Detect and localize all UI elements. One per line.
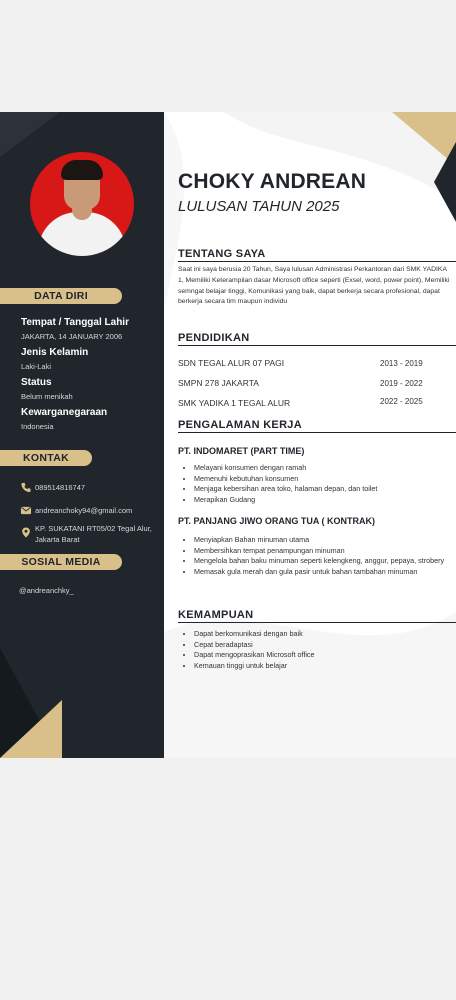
status-value: Belum menikah	[21, 392, 73, 401]
education-years: 2019 - 2022	[380, 379, 423, 388]
section-tentang-saya: TENTANG SAYA	[178, 248, 456, 262]
phone-text[interactable]: 089514816747	[35, 483, 86, 492]
list-item: • Dapat berkomunikasi dengan baik	[194, 629, 448, 640]
list-item: • Memasak gula merah dan gula pasir untuk bahan tambahan minuman	[194, 567, 448, 578]
phone-icon	[20, 482, 32, 493]
job-title: PT. INDOMARET (PART TIME)	[178, 446, 305, 456]
full-name: CHOKY ANDREAN	[178, 170, 367, 193]
job-duties-list	[178, 535, 448, 577]
birth-label: Tempat / Tanggal Lahir	[21, 317, 129, 328]
section-sosial-media: SOSIAL MEDIA	[0, 554, 122, 570]
list-item: • Kemauan tinggi untuk belajar	[194, 661, 448, 672]
list-item: • Menyiapkan Bahan minuman utama	[194, 535, 448, 546]
address-text: KP. SUKATANI RT05/02 Tegal Alur, Jakarta Barat	[35, 524, 152, 544]
education-years: 2013 - 2019	[380, 359, 423, 368]
decor-triangle-gold	[0, 700, 62, 758]
job-duties-list	[178, 463, 448, 505]
education-school: SDN TEGAL ALUR 07 PAGI	[178, 358, 285, 368]
list-item: • Memenuhi kebutuhan konsumen	[194, 474, 448, 485]
email-text[interactable]: andreanchoky94@gmail.com	[35, 506, 133, 515]
nationality-label: Kewarganegaraan	[21, 407, 108, 418]
list-item: • Menjaga kebersihan area toko, halaman depan, dan toilet	[194, 484, 448, 495]
gender-value: Laki-Laki	[21, 362, 52, 371]
section-data-diri: DATA DIRI	[0, 288, 122, 304]
list-item: • Membersihkan tempat penampungan minuman	[194, 546, 448, 557]
decor-triangle	[434, 142, 456, 222]
section-pendidikan: PENDIDIKAN	[178, 332, 456, 346]
job-title: PT. PANJANG JIWO ORANG TUA ( KONTRAK)	[178, 516, 375, 526]
location-pin-icon	[20, 527, 32, 538]
list-item: • Cepat beradaptasi	[194, 640, 448, 651]
cv-page	[0, 112, 456, 758]
list-item: • Dapat mengoprasikan Microsoft office	[194, 650, 448, 661]
subtitle: LULUSAN TAHUN 2025	[178, 198, 340, 215]
section-kontak: KONTAK	[0, 450, 92, 466]
list-item: • Mengelola bahan baku minuman seperti kelengkeng, anggur, pepaya, strobery	[194, 556, 448, 567]
education-school: SMPN 278 JAKARTA	[178, 378, 259, 388]
profile-photo	[30, 152, 134, 256]
birth-value: JAKARTA, 14 JANUARY 2006	[21, 332, 123, 341]
social-handle[interactable]: @andreanchky_	[19, 586, 74, 595]
education-years: 2022 - 2025	[380, 397, 423, 406]
main-content	[164, 112, 456, 758]
sidebar	[0, 112, 164, 758]
about-text: Saat ini saya berusia 20 Tahun, Saya lulusan Administrasi Perkantoran dari SMK YADIKA 1, Memiliki Keterampilan dasar Microsoft office seperti (Exsel, word, power point), Memiliki semngat belajar tinggi, Komunikasi yang baik, dapat berkerja secara profesional, dapat berkerja secara tim maupun individu	[178, 266, 450, 306]
list-item: • Melayani konsumen dengan ramah	[194, 463, 448, 474]
nationality-value: Indonesia	[21, 422, 54, 431]
section-kemampuan: KEMAMPUAN	[178, 609, 456, 623]
education-school: SMK YADIKA 1 TEGAL ALUR	[178, 398, 291, 408]
email-icon	[20, 505, 32, 516]
list-item: • Merapikan Gudang	[194, 495, 448, 506]
section-pengalaman-kerja: PENGALAMAN KERJA	[178, 419, 456, 433]
skills-list	[178, 629, 448, 671]
status-label: Status	[21, 377, 52, 388]
gender-label: Jenis Kelamin	[21, 347, 89, 358]
